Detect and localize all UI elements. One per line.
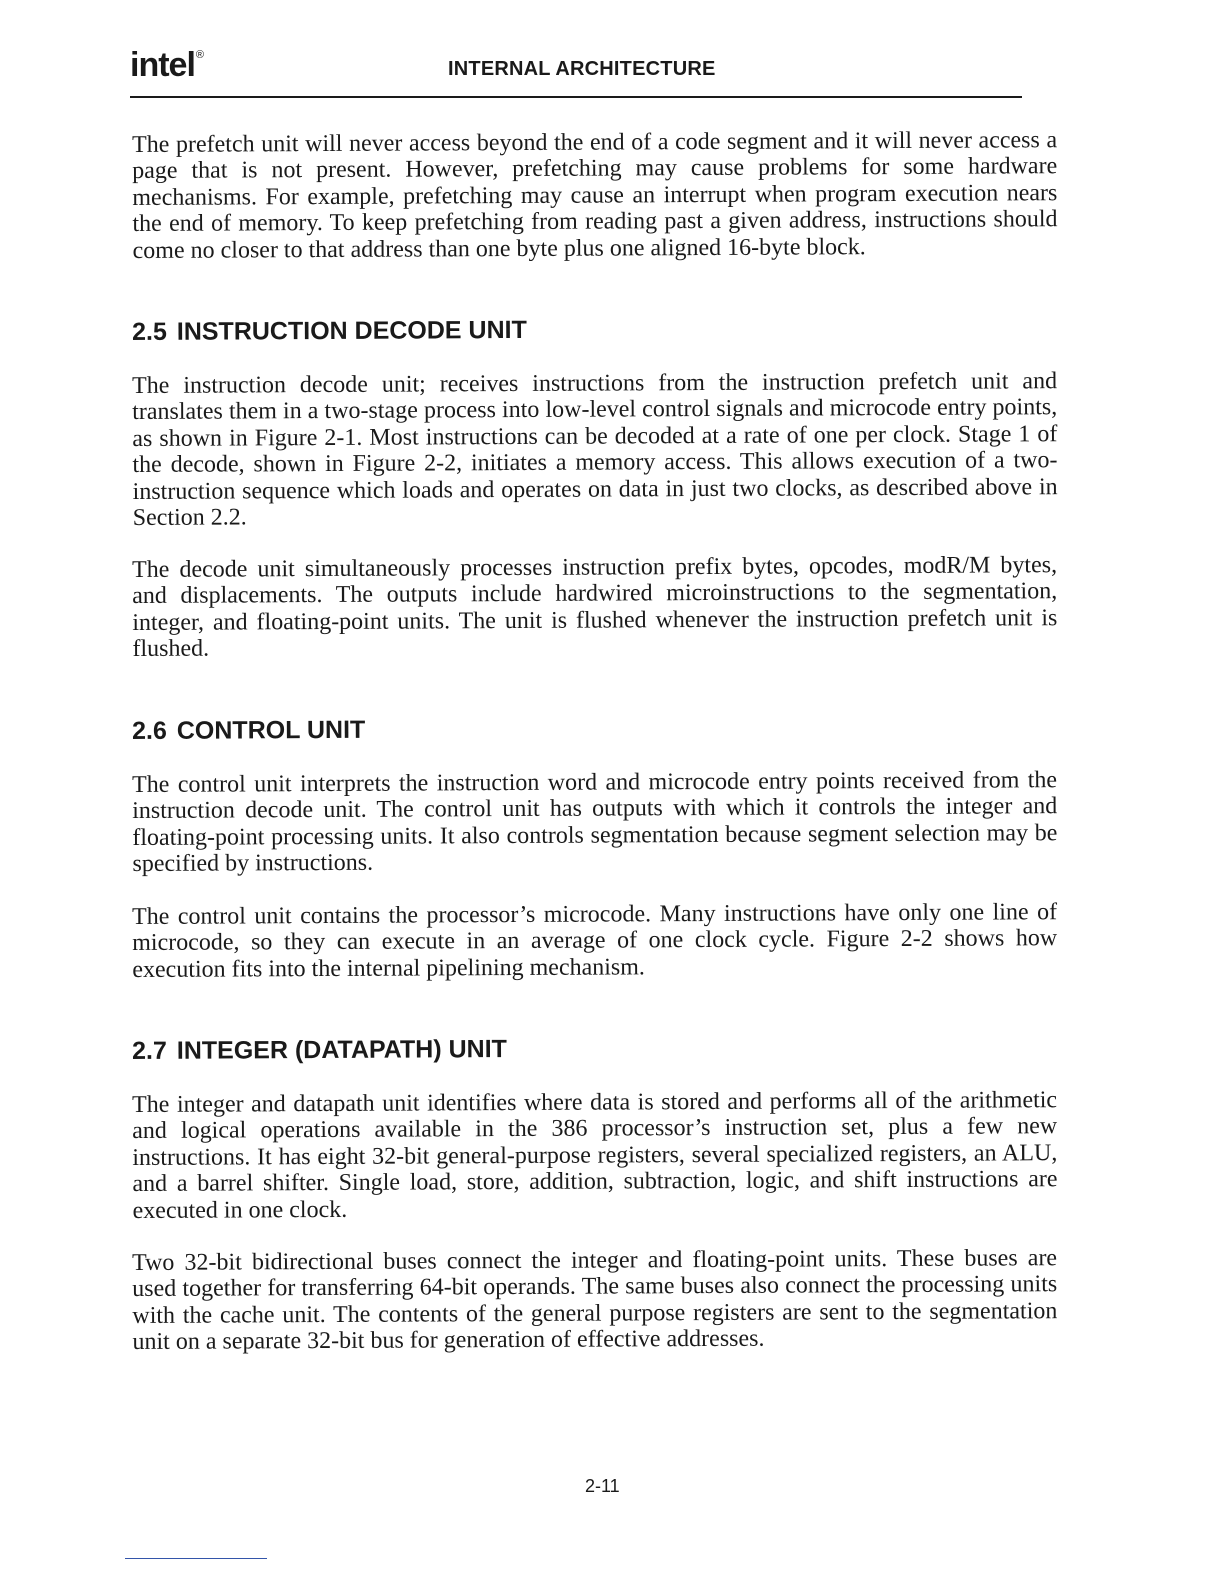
page-header: [130, 44, 1022, 98]
intel-logo: [130, 48, 203, 82]
paragraph-control-intro: The control unit interprets the instruction word and microcode entry points received from the instruction decode unit. The control unit has outputs with which it controls the integer and floating-point processing units. It also controls segmentation because segment selection may be specified by instructions.: [132, 767, 1058, 878]
registered-mark: ®: [195, 49, 204, 61]
section-heading-2-6: [132, 712, 1057, 746]
section-number: 2.7: [132, 1036, 167, 1065]
section-title: INTEGER (DATAPATH) UNIT: [176, 1034, 507, 1065]
section-number: 2.5: [132, 317, 167, 347]
paragraph-integer-intro: The integer and datapath unit identifies where data is stored and performs all of the arithmetic and logical operations available in the 386 processor’s instruction set, plus a few new instructions. It has eight 32-bit general-purpose registers, several specialized registers, an ALU, and a barrel shifter. Single load, store, addition, subtraction, logic, and shift instructions are executed in one clock.: [132, 1087, 1058, 1224]
paragraph-decode-details: The decode unit simultaneously processes instruction prefix bytes, opcodes, modR/M bytes, and displacements. The outputs include hardwired microinstructions to the segmentation, integer, and floating-point units. The unit is flushed whenever the instruction prefetch unit is flushed.: [132, 552, 1058, 663]
paragraph-control-microcode: The control unit contains the processor’s microcode. Many instructions have only one line of microcode, so they can execute in an average of one clock cycle. Figure 2-2 shows how execution fits into the internal pipelining mechanism.: [132, 898, 1058, 983]
section-number: 2.6: [132, 716, 167, 746]
page-number: 2-11: [585, 1476, 620, 1496]
page-body: [132, 127, 1058, 1356]
section-heading-2-5: [132, 313, 1057, 347]
section-title: CONTROL UNIT: [176, 715, 366, 745]
paragraph-decode-intro: The instruction decode unit; receives instructions from the instruction prefetch unit and translates them in a two-stage process into low-level control signals and microcode entry points, as shown in Figure 2-1. Most instructions can be decoded at a rate of one per clock. Stage 1 of the decode, shown in Figure 2-2, initiates a memory access. This allows execution of a two-instruction sequence which loads and operates on data in just two clocks, as described above in Section 2.2.: [132, 368, 1058, 532]
section-heading-2-7: [132, 1032, 1057, 1066]
logo-text: intel: [130, 46, 195, 84]
paragraph-prefetch: The prefetch unit will never access beyond the end of a code segment and it will never access a page that is not present. However, prefetching may cause problems for some hardware mechanisms. For example, prefetching may cause an interrupt when program execution nears the end of memory. To keep prefetching from reading past a given address, instructions should come no closer to that address than one byte plus one aligned 16-byte block.: [132, 127, 1058, 264]
paragraph-integer-buses: Two 32-bit bidirectional buses connect the integer and floating-point units. These buses are used together for transferring 64-bit operands. The same buses also connect the processing units with the cache unit. The contents of the general purpose registers are sent to the segmentation unit on a separate 32-bit bus for generation of effective addresses.: [132, 1245, 1058, 1356]
section-title: INSTRUCTION DECODE UNIT: [176, 315, 527, 346]
running-header-title: INTERNAL ARCHITECTURE: [448, 58, 716, 80]
bottom-divider: [125, 1558, 267, 1559]
